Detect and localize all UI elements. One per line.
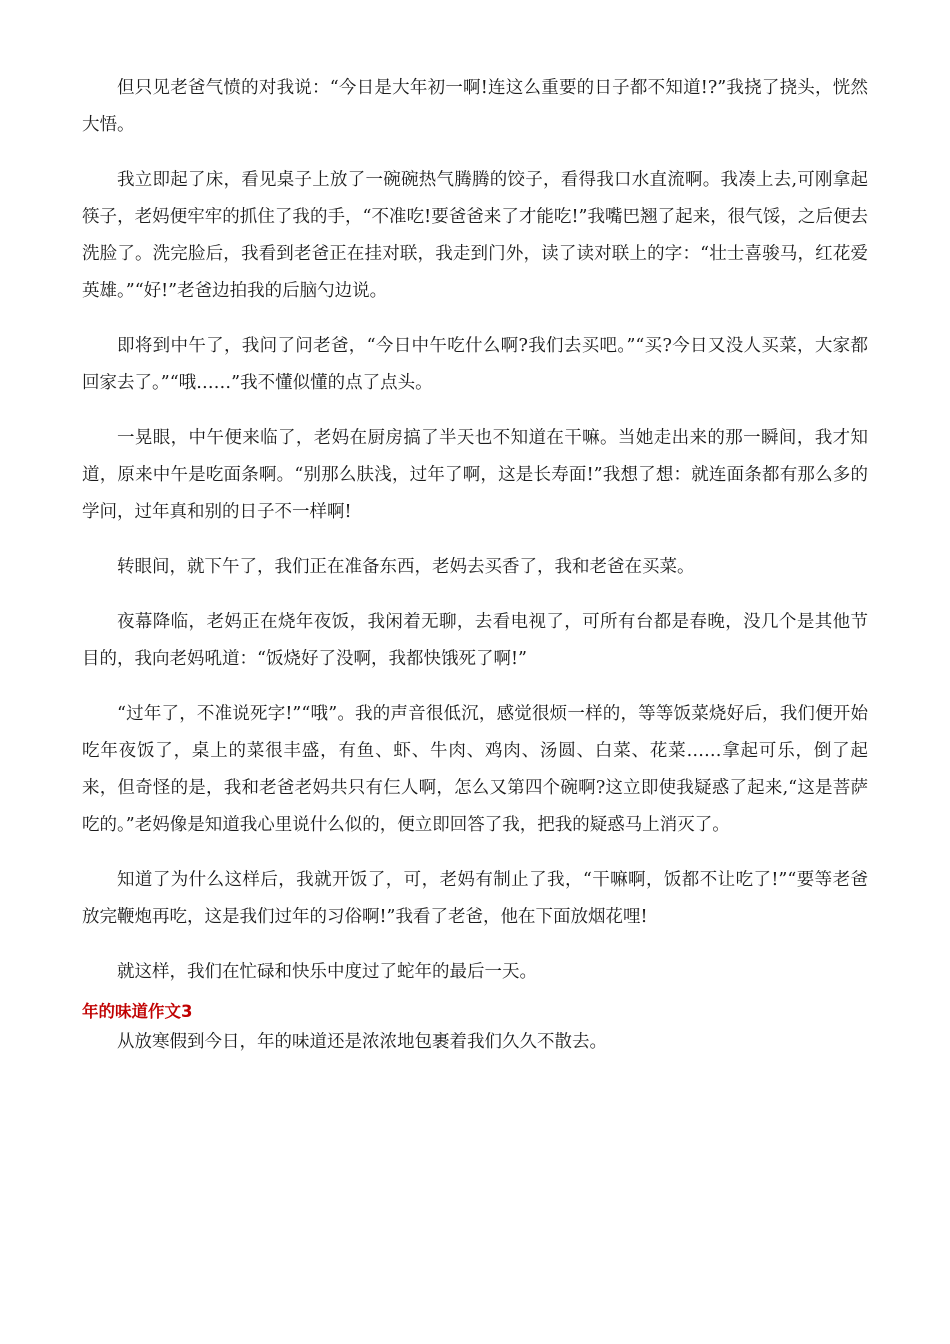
paragraph-1: 但只见老爸气愤的对我说：“今日是大年初一啊!连这么重要的日子都不知道!?”我挠了挠头，恍然大悟。	[82, 78, 868, 135]
section-first-paragraph: 从放寒假到今日，年的味道还是浓浓地包裹着我们久久不散去。	[117, 1032, 607, 1052]
paragraph-7: “过年了，不准说死字!”“哦”。我的声音很低沉，感觉很烦一样的，等等饭菜烧好后，我们便开始吃年夜饭了，桌上的菜很丰盛，有鱼、虾、牛肉、鸡肉、汤圆、白菜、花菜……拿起可乐，倒了起来，但奇怪的是，我和老爸老妈共只有仨人啊，怎么又第四个碗啊?这立即使我疑惑了起来,“这是菩萨吃的。”老妈像是知道我心里说什么似的，便立即回答了我，把我的疑惑马上消灭了。	[82, 704, 868, 835]
paragraph-9: 就这样，我们在忙碌和快乐中度过了蛇年的最后一天。	[117, 962, 537, 982]
paragraph-8: 知道了为什么这样后，我就开饭了，可，老妈有制止了我，“干嘛啊，饭都不让吃了!”“要等老爸放完鞭炮再吃，这是我们过年的习俗啊!”我看了老爸，他在下面放烟花哩!	[82, 870, 868, 927]
paragraph-6: 夜幕降临，老妈正在烧年夜饭，我闲着无聊，去看电视了，可所有台都是春晚，没几个是其他节目的，我向老妈吼道：“饭烧好了没啊，我都快饿死了啊!”	[82, 612, 868, 669]
paragraph-2: 我立即起了床，看见桌子上放了一碗碗热气腾腾的饺子，看得我口水直流啊。我凑上去,可刚拿起筷子，老妈便牢牢的抓住了我的手，“不准吃!要爸爸来了才能吃!”我嘴巴翘了起来，很气馁，之后便去洗脸了。洗完脸后，我看到老爸正在挂对联，我走到门外，读了读对联上的字：“壮士喜骏马，红花爱英雄。”“好!”老爸边拍我的后脑勺边说。	[82, 170, 868, 301]
paragraph-4: 一晃眼，中午便来临了，老妈在厨房搞了半天也不知道在干嘛。当她走出来的那一瞬间，我才知道，原来中午是吃面条啊。“别那么肤浅，过年了啊，这是长寿面!”我想了想：就连面条都有那么多的学问，过年真和别的日子不一样啊!	[82, 428, 868, 522]
paragraph-3: 即将到中午了，我问了问老爸，“今日中午吃什么啊?我们去买吧。”“买?今日又没人买菜，大家都回家去了。”“哦……”我不懂似懂的点了点头。	[82, 336, 868, 393]
section-header	[82, 997, 868, 1027]
section-heading: 年的味道作文3	[82, 1002, 193, 1021]
paragraph-5: 转眼间，就下午了，我们正在准备东西，老妈去买香了，我和老爸在买菜。	[117, 557, 695, 577]
document-page	[82, 70, 868, 1075]
